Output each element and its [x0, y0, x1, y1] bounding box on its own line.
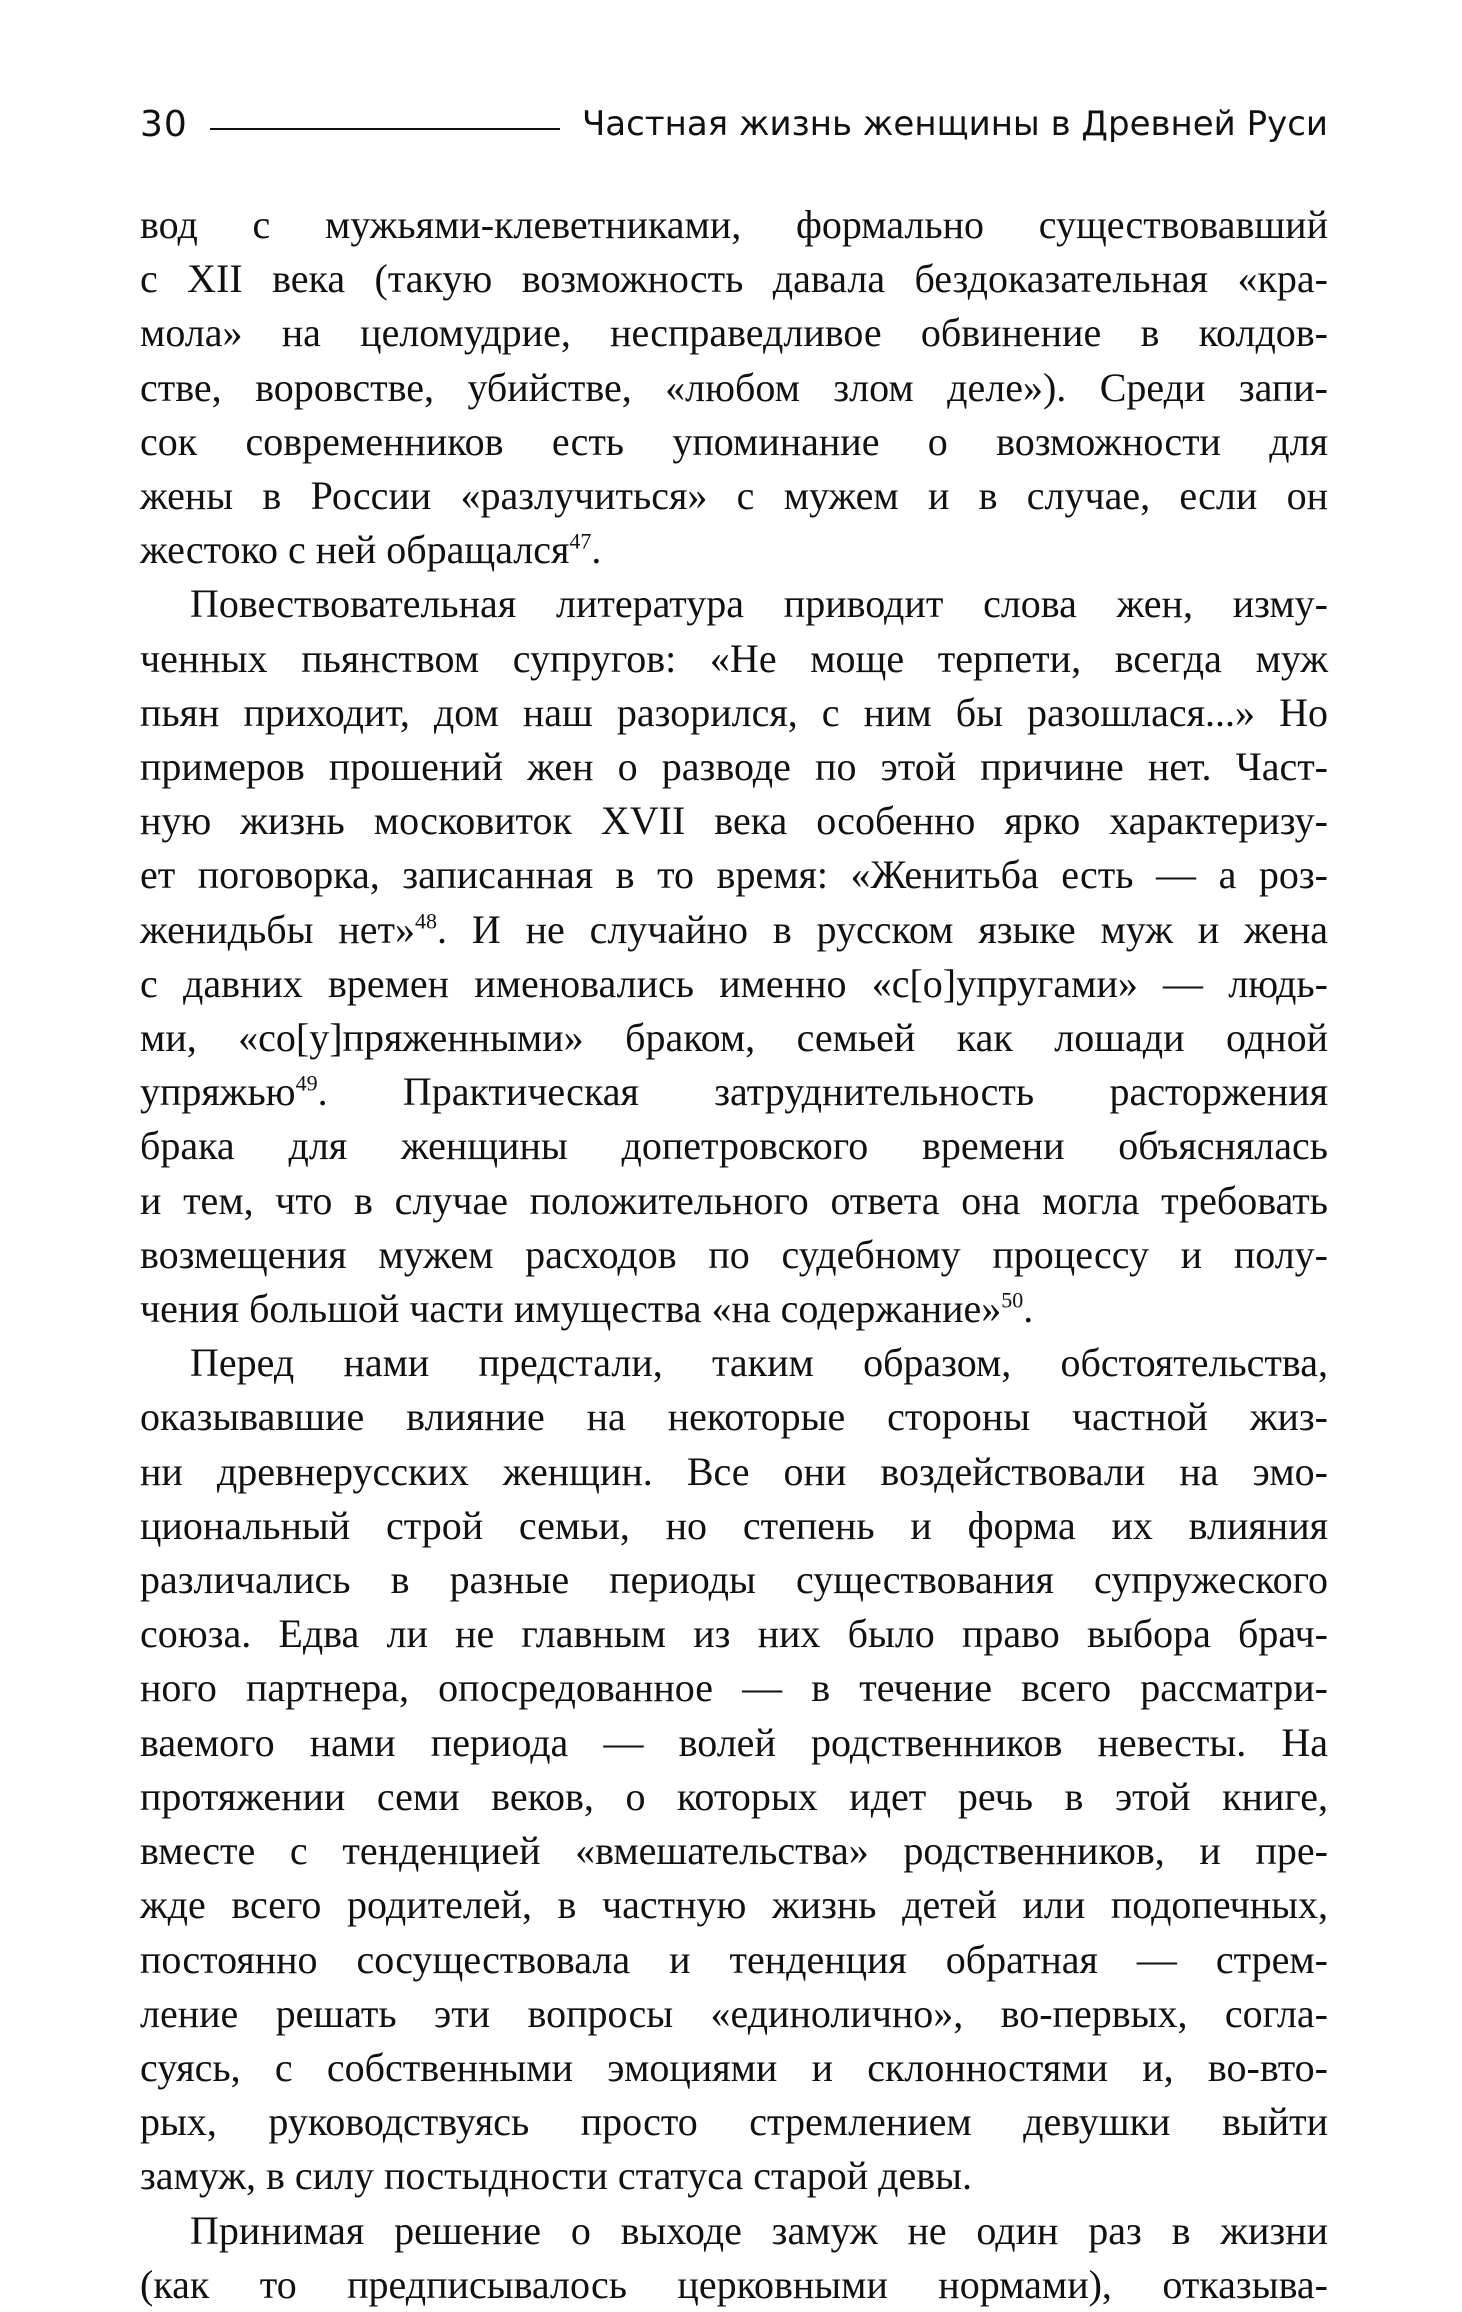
text-line: ми, «со[у]пряженными» браком, семьей как лошади одной — [140, 1015, 1328, 1061]
text-line: пьян приходит, дом наш разорился, с ним бы разошлася...» Но — [140, 689, 1328, 735]
text-line: мола» на целомудрие, несправедливое обвинение в колдов- — [140, 310, 1328, 356]
text-line: ни древнерусских женщин. Все они воздействовали на эмо- — [140, 1448, 1328, 1494]
footnote-ref[interactable]: 47 — [569, 528, 592, 554]
text-line: ную жизнь московиток XVII века особенно ярко характеризу- — [140, 798, 1328, 844]
text-line: стве, воровстве, убийстве, «любом злом деле»). Среди запи- — [140, 364, 1328, 410]
paragraph — [140, 2204, 1328, 2312]
paragraph — [140, 577, 1328, 1336]
text-line — [140, 1065, 1328, 1119]
text-line: ление решать эти вопросы «единолично», во-первых, согла- — [140, 1990, 1328, 2036]
text-line: различались в разные периоды существования супружеского — [140, 1557, 1328, 1603]
body-text — [140, 198, 1328, 2312]
text-line: замуж, в силу постыдности статуса старой девы. — [140, 2153, 973, 2199]
line-text: . Практическая затруднительность расторжения — [317, 1069, 1328, 1115]
line-text: упряжью — [140, 1069, 296, 1115]
text-line: ного партнера, опосредованное — в течение всего рассматри- — [140, 1665, 1328, 1711]
running-title: Частная жизнь женщины в Древней Руси — [581, 104, 1328, 144]
text-line: постоянно сосуществовала и тенденция обратная — стрем- — [140, 1936, 1328, 1982]
text-line: примеров прошений жен о разводе по этой причине нет. Част- — [140, 744, 1328, 790]
text-line: с XII века (такую возможность давала бездоказательная «кра- — [140, 256, 1328, 302]
text-line: с давних времен именовались именно «с[о]упругами» — людь- — [140, 960, 1328, 1006]
text-line — [140, 523, 1328, 577]
book-page — [140, 96, 1328, 2312]
text-line: протяжении семи веков, о которых идет речь в этой книге, — [140, 1773, 1328, 1819]
text-line: вод с мужьями-клеветниками, формально существовавший — [140, 202, 1328, 247]
line-text: . — [591, 527, 602, 573]
line-text: . И не случайно в русском языке муж и жена — [436, 906, 1328, 952]
text-line: вместе с тенденцией «вмешательства» родственников, и пре- — [140, 1828, 1328, 1874]
line-text: жестоко с ней обращался — [140, 527, 570, 573]
text-line: союза. Едва ли не главным из них было право выбора брач- — [140, 1611, 1328, 1657]
text-line: рых, руководствуясь просто стремлением девушки выйти — [140, 2099, 1328, 2145]
text-line: Повествовательная литература приводит слова жен, изму- — [190, 581, 1328, 627]
text-line: суясь, с собственными эмоциями и склонностями и, во-вто- — [140, 2044, 1328, 2090]
text-line: сок современников есть упоминание о возможности для — [140, 418, 1328, 464]
text-line: и тем, что в случае положительного ответа она могла требовать — [140, 1177, 1328, 1223]
line-text: чения большой части имущества «на содержание» — [140, 1286, 1002, 1332]
text-line: ченных пьянством супругов: «Не моще терпети, всегда муж — [140, 635, 1328, 681]
footnote-ref[interactable]: 48 — [414, 908, 437, 934]
text-line: (как то предписывалось церковными нормами), отказыва- — [140, 2261, 1328, 2307]
text-line: брака для женщины допетровского времени объяснялась — [140, 1123, 1328, 1169]
text-line: ваемого нами периода — волей родственников невесты. На — [140, 1719, 1328, 1765]
text-line: Перед нами предстали, таким образом, обстоятельства, — [190, 1340, 1328, 1386]
text-line: ет поговорка, записанная в то время: «Женитьба есть — а роз- — [140, 852, 1328, 898]
line-text: . — [1023, 1286, 1034, 1332]
text-line: жены в России «разлучиться» с мужем и в случае, если он — [140, 473, 1328, 519]
paragraph — [140, 1336, 1328, 2203]
footnote-ref[interactable]: 49 — [295, 1070, 318, 1096]
text-line — [140, 903, 1328, 957]
text-line — [140, 1282, 1328, 1336]
header-rule — [210, 128, 560, 130]
text-line: Принимая решение о выходе замуж не один раз в жизни — [190, 2207, 1328, 2253]
line-text: женидьбы нет» — [140, 906, 415, 952]
text-line: жде всего родителей, в частную жизнь детей или подопечных, — [140, 1882, 1328, 1928]
text-line: оказывавшие влияние на некоторые стороны частной жиз- — [140, 1394, 1328, 1440]
footnote-ref[interactable]: 50 — [1001, 1287, 1024, 1313]
running-head — [140, 96, 1328, 152]
text-line: циональный строй семьи, но степень и форма их влияния — [140, 1502, 1328, 1548]
text-line: возмещения мужем расходов по судебному процессу и полу- — [140, 1231, 1328, 1277]
paragraph — [140, 198, 1328, 577]
page-number: 30 — [140, 103, 188, 145]
